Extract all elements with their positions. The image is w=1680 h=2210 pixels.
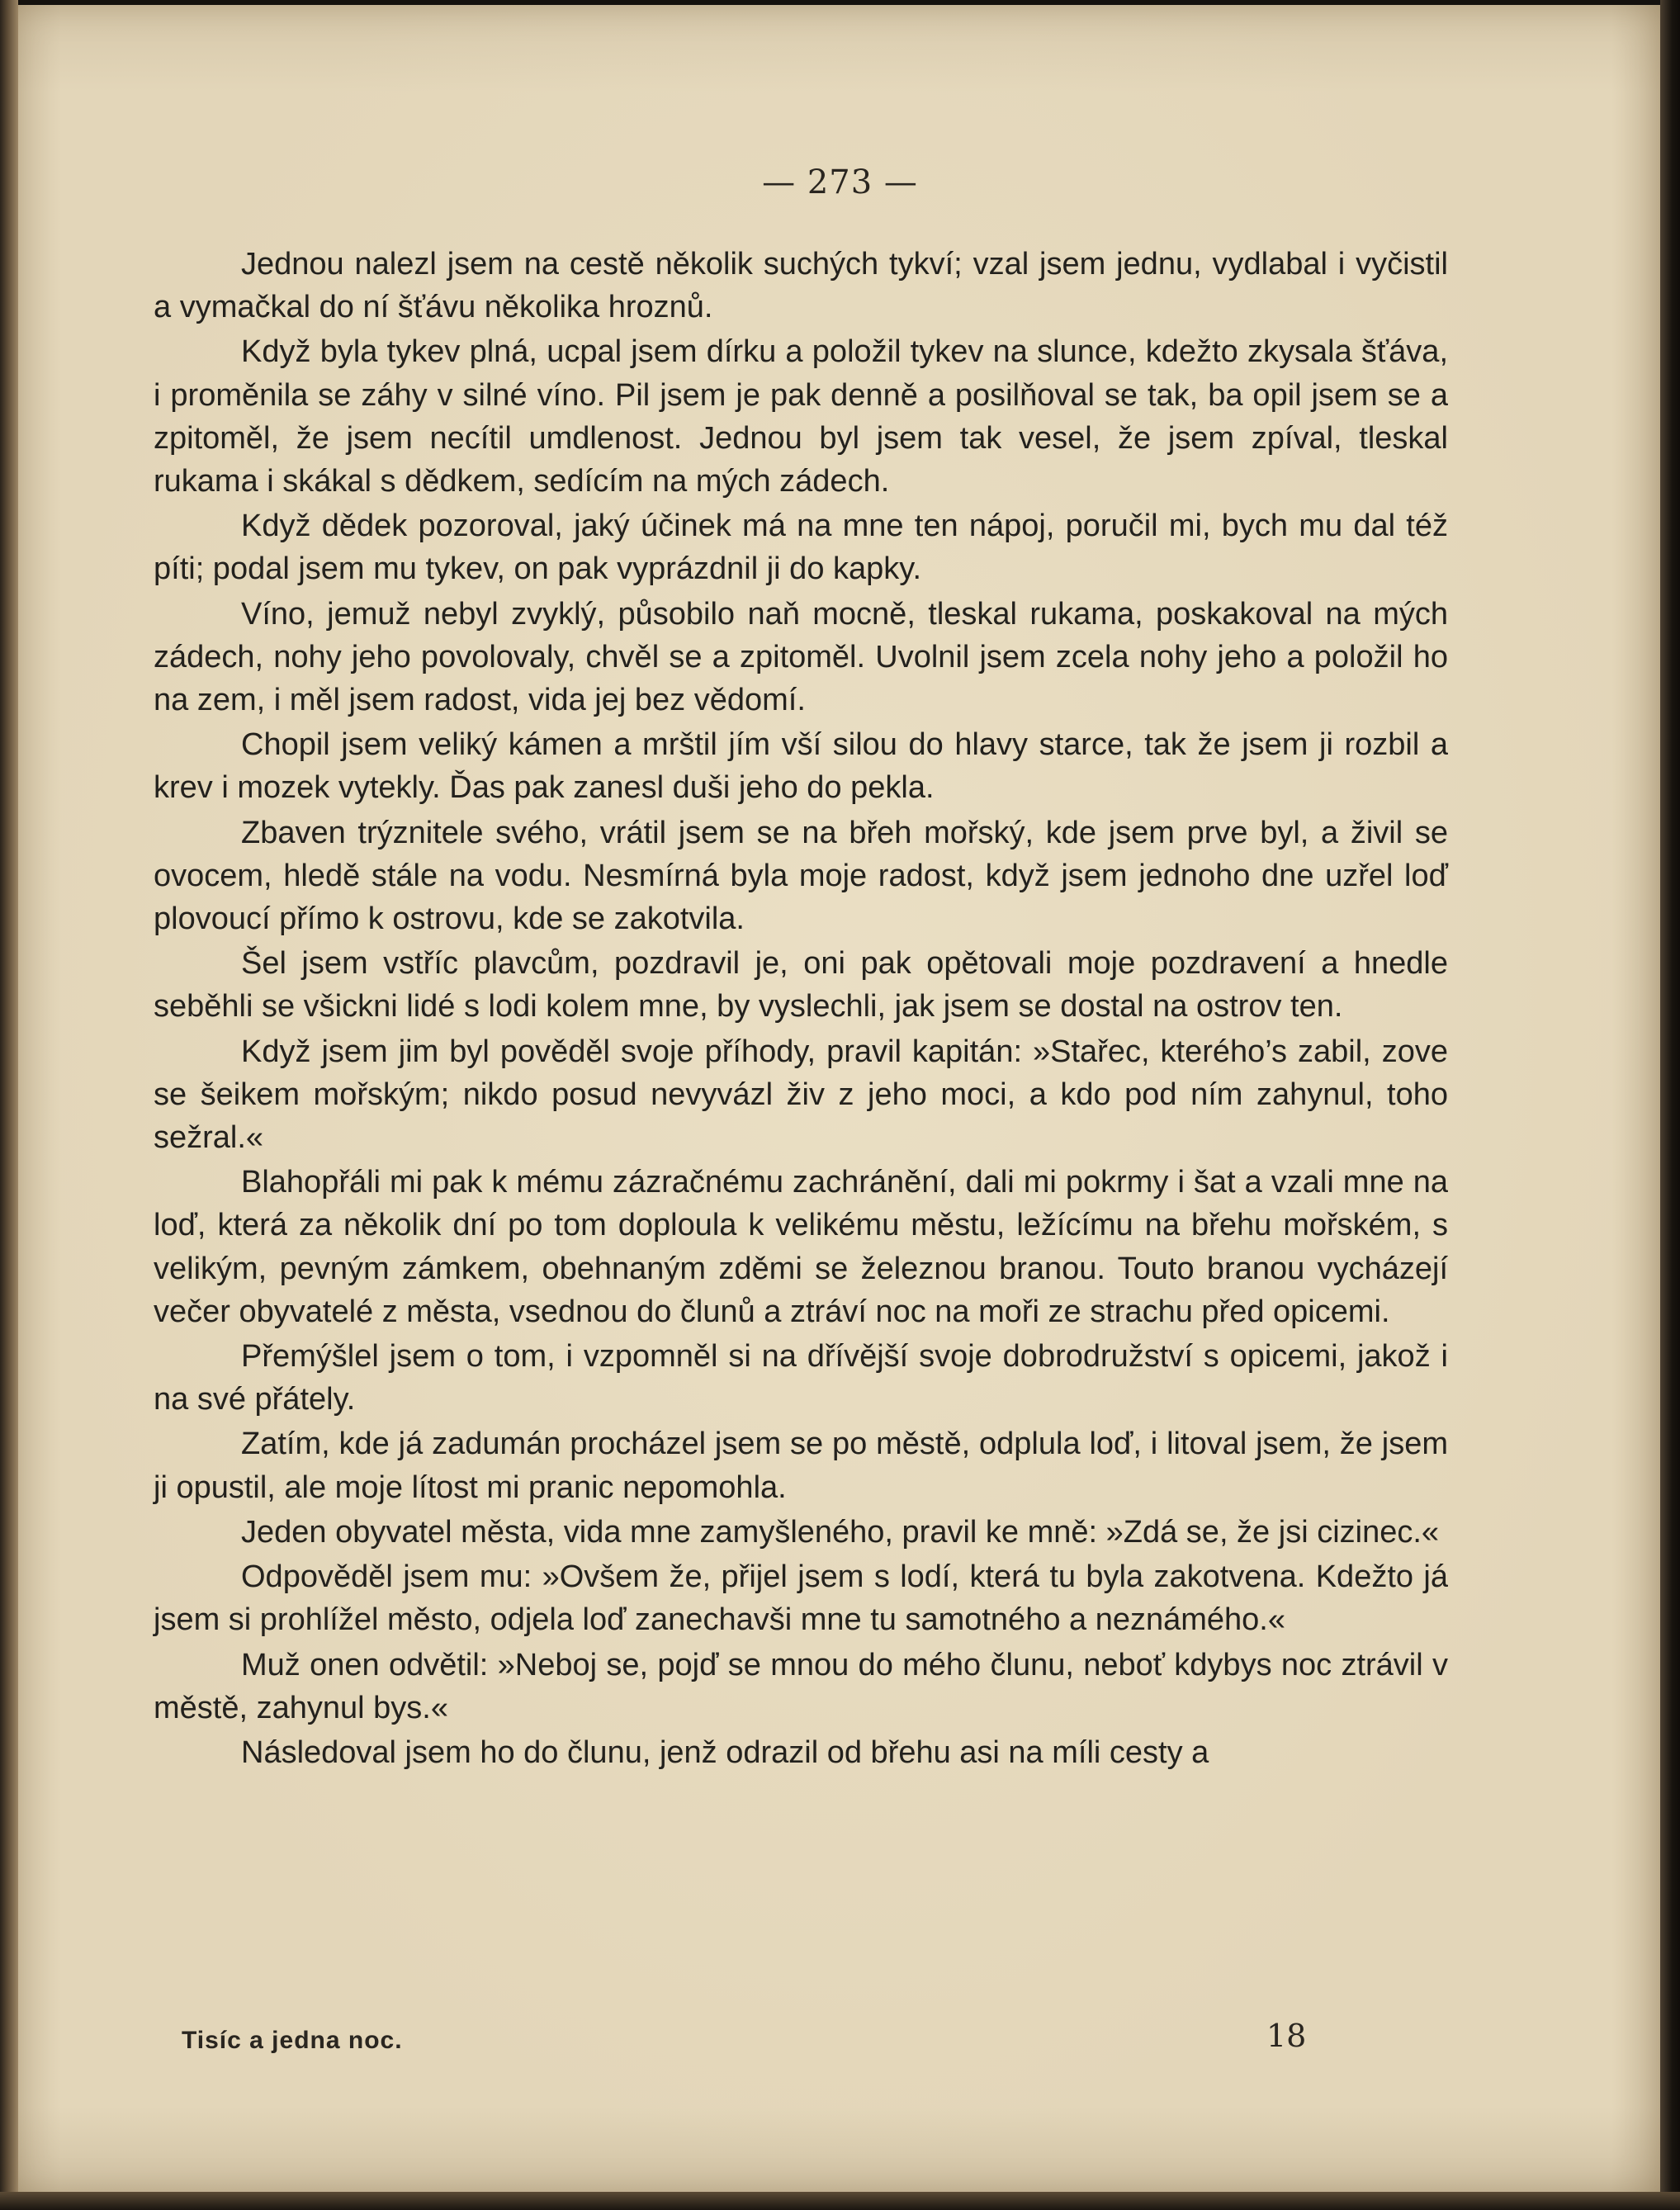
- body-text: [154, 243, 1448, 1774]
- paragraph: Zatím, kde já zadumán procházel jsem se po městě, odplula loď, i litoval jsem, že jsem ji opustil, ale moje lítost mi pranic nepomohla.: [154, 1427, 1448, 1505]
- paragraph: Jednou nalezl jsem na cestě několik suchých tykví; vzal jsem jednu, vydlabal i vyčistil a vymačkal do ní šťávu několika hroznů.: [154, 247, 1448, 325]
- paragraph: Jeden obyvatel města, vida mne zamyšleného, pravil ke mně: »Zdá se, že jsi cizinec.«: [241, 1514, 1440, 1550]
- page-number: — 273 —: [762, 163, 918, 201]
- paragraph: Šel jsem vstříc plavcům, pozdravil je, oni pak opětovali moje pozdravení a hnedle seběhli se všickni lidé s lodi kolem mne, by vyslechli, jak jsem se dostal na ostrov ten.: [154, 946, 1448, 1025]
- paragraph: Blahopřáli mi pak k mému zázračnému zachránění, dali mi pokrmy i šat a vzali mne na loď, která za několik dní po tom doploula k velikému městu, ležícímu na břehu mořském, s velikým, pevným zámkem, obehnaným zděmi se železnou branou. Touto branou vycházejí večer obyvatelé z města, vsednou do člunů a ztráví noc na moři ze strachu před opicemi.: [154, 1165, 1448, 1329]
- paragraph: Víno, jemuž nebyl zvyklý, působilo naň mocně, tleskal rukama, poskakoval na mých zádech, nohy jeho povolovaly, chvěl se a zpitoměl. Uvolnil jsem zcela nohy jeho a položil ho na zem, i měl jsem radost, vida jej bez vědomí.: [154, 596, 1448, 718]
- book-gutter: [0, 0, 18, 2210]
- paragraph: Zbaven trýznitele svého, vrátil jsem se na břeh mořský, kde jsem prve byl, a živil se ovocem, hledě stále na vodu. Nesmírná byla moje radost, když jsem jednoho dne uzřel loď plovoucí přímo k ostrovu, kde se zakotvila.: [154, 815, 1448, 937]
- book-signature: Tisíc a jedna noc.: [182, 2027, 403, 2054]
- paragraph: Chopil jsem veliký kámen a mrštil jím vší silou do hlavy starce, tak že jsem ji rozbil a krev i mozek vytekly. Ďas pak zanesl duši jeho do pekla.: [154, 727, 1448, 806]
- paragraph: Odpověděl jsem mu: »Ovšem že, přijel jsem s lodí, která tu byla zakotvena. Kdežto já jsem si prohlížel město, odjela loď zanechavši mne tu samotného a neznámého.«: [154, 1559, 1448, 1638]
- paragraph: Když byla tykev plná, ucpal jsem dírku a položil tykev na slunce, kdežto zkysala šťáva, i proměnila se záhy v silné víno. Pil jsem je pak denně a posilňoval se tak, ba opil jsem se a zpitoměl, že jsem necítil umdlenost. Jednou byl jsem tak vesel, že jsem zpíval, tleskal rukama i skákal s dědkem, sedícím na mých zádech.: [154, 334, 1448, 499]
- sheet-number: 18: [1266, 2018, 1307, 2054]
- page-right-edge: [1660, 0, 1680, 2210]
- paragraph: Muž onen odvětil: »Neboj se, pojď se mnou do mého člunu, neboť kdybys noc ztrávil v městě, zahynul bys.«: [154, 1647, 1448, 1725]
- paragraph: Když dědek pozoroval, jaký účinek má na mne ten nápoj, poručil mi, bych mu dal též píti; podal jsem mu tykev, on pak vyprázdnil ji do kapky.: [154, 509, 1448, 587]
- page-bottom-edge: [0, 2192, 1680, 2210]
- paragraph: Když jsem jim byl pověděl svoje příhody, pravil kapitán: »Stařec, kterého’s zabil, zove se šeikem mořským; nikdo posud nevyvázl živ z jeho moci, a kdo pod ním zahynul, toho sežral.«: [154, 1034, 1448, 1156]
- paragraph: Přemýšlel jsem o tom, i vzpomněl si na dřívější svoje dobrodružství s opicemi, jakož i na své přátely.: [154, 1339, 1448, 1417]
- paragraph: Následoval jsem ho do člunu, jenž odrazil od břehu asi na míli cesty a: [241, 1734, 1209, 1770]
